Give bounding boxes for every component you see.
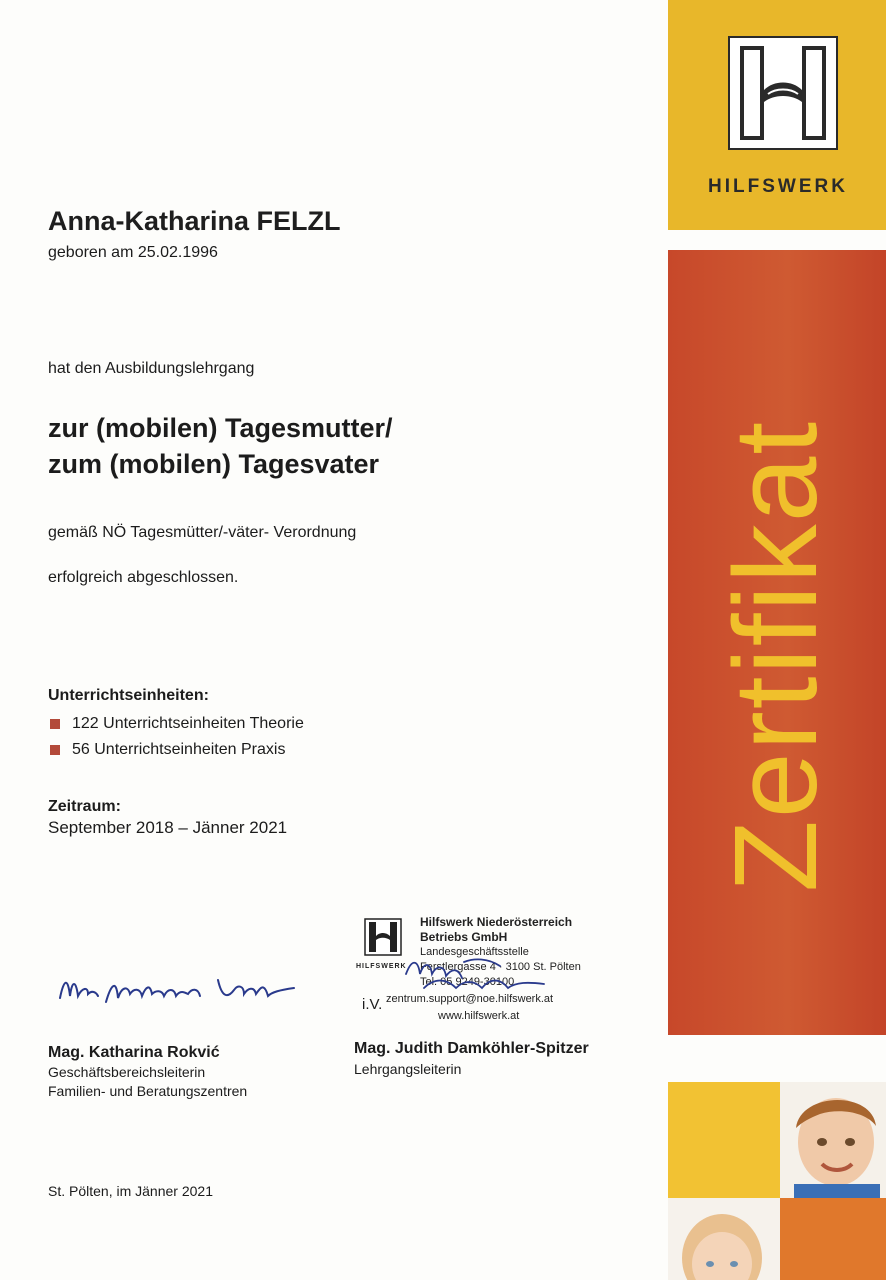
period-heading: Zeitraum: bbox=[48, 798, 121, 815]
course-title-line-1: zur (mobilen) Tagesmutter/ bbox=[48, 413, 393, 443]
decor-yellow-tile bbox=[668, 1082, 780, 1198]
square-bullet-icon bbox=[50, 745, 60, 755]
signer2-role: Lehrgangsleiterin bbox=[354, 1061, 462, 1077]
signature-right bbox=[404, 948, 564, 998]
course-title-line-2: zum (mobilen) Tagesvater bbox=[48, 449, 380, 479]
stamp-line-4: Ferstlergasse 4 · 3100 St. Pölten bbox=[420, 961, 581, 973]
place-and-date: St. Pölten, im Jänner 2021 bbox=[48, 1183, 213, 1199]
square-bullet-icon bbox=[50, 719, 60, 729]
recipient-birthdate: geboren am 25.02.1996 bbox=[48, 244, 218, 261]
child-photo-girl bbox=[668, 1198, 780, 1280]
period-value: September 2018 – Jänner 2021 bbox=[48, 818, 288, 837]
list-item bbox=[50, 711, 304, 737]
decor-orange-tile bbox=[780, 1198, 886, 1280]
stamp-website: www.hilfswerk.at bbox=[438, 1010, 520, 1022]
stamp-h-logo-icon bbox=[364, 918, 402, 956]
stamp-email: zentrum.support@noe.hilfswerk.at bbox=[386, 993, 554, 1005]
list-item bbox=[50, 737, 304, 763]
signer2-name: Mag. Judith Damköhler-Spitzer bbox=[354, 1040, 589, 1057]
signer1-role-line-1: Geschäftsbereichsleiterin bbox=[48, 1064, 206, 1080]
unit-practice: 56 Unterrichtseinheiten Praxis bbox=[72, 741, 286, 758]
hilfswerk-h-logo-icon bbox=[728, 36, 838, 150]
stamp-org-line-2: Betriebs GmbH bbox=[420, 930, 508, 944]
child-photo-boy bbox=[780, 1082, 886, 1198]
stamp-org-line-1: Hilfswerk Niederösterreich bbox=[420, 915, 573, 929]
units-list bbox=[50, 711, 304, 763]
stamp-line-3: Landesgeschäftsstelle bbox=[420, 946, 529, 958]
signature-left bbox=[58, 968, 298, 1008]
iv-label: i.V. bbox=[362, 996, 383, 1013]
regulation-text: gemäß NÖ Tagesmütter/-väter- Verordnung bbox=[48, 524, 357, 541]
recipient-name: Anna-Katharina FELZL bbox=[48, 206, 341, 236]
signer1-name: Mag. Katharina Rokvić bbox=[48, 1044, 220, 1061]
hilfswerk-logo-text: HILFSWERK bbox=[708, 176, 848, 197]
signer1-role-line-2: Familien- und Beratungszentren bbox=[48, 1083, 248, 1099]
course-title bbox=[48, 410, 393, 482]
certificate-side-title: Zertifikat bbox=[710, 419, 842, 893]
unit-theory: 122 Unterrichtseinheiten Theorie bbox=[72, 715, 304, 732]
units-heading: Unterrichtseinheiten: bbox=[48, 687, 209, 704]
completion-text: erfolgreich abgeschlossen. bbox=[48, 569, 239, 586]
stamp-logo-text: HILFSWERK bbox=[356, 963, 407, 970]
stamp-line-5: Tel. 05 9249-30100 bbox=[420, 976, 515, 988]
intro-text: hat den Ausbildungslehrgang bbox=[48, 360, 255, 377]
